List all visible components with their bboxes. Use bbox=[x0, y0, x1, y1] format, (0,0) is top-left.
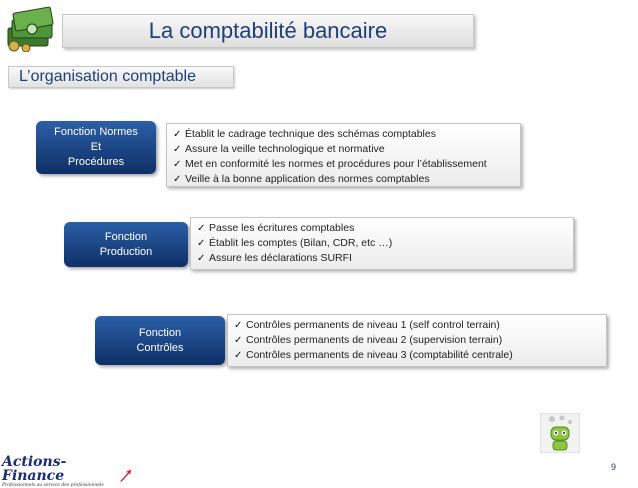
bullet-box-normes bbox=[166, 123, 521, 187]
bullet-box-controles bbox=[227, 314, 607, 367]
list-item: ✓ Met en conformité les normes et procédures pour l’établissement bbox=[173, 158, 487, 170]
slide-subtitle: L’organisation comptable bbox=[19, 68, 197, 85]
function-label-line: Contrôles bbox=[136, 341, 184, 354]
checkmark-icon: ✓ bbox=[197, 238, 206, 249]
function-label-line: Fonction bbox=[138, 326, 182, 339]
list-item: ✓ Contrôles permanents de niveau 1 (self control terrain) bbox=[234, 319, 500, 331]
list-item: ✓ Assure la veille technologique et normative bbox=[173, 143, 385, 155]
checkmark-icon: ✓ bbox=[173, 174, 182, 185]
list-item: ✓ Assure les déclarations SURFI bbox=[197, 252, 352, 264]
slide-title-bar bbox=[62, 14, 474, 48]
page-number: 9 bbox=[611, 462, 617, 472]
function-label-line: Et bbox=[90, 141, 102, 153]
function-label-line: Fonction Normes bbox=[54, 126, 138, 138]
checkmark-icon: ✓ bbox=[173, 144, 182, 155]
checkmark-icon: ✓ bbox=[173, 129, 182, 140]
actions-finance-logo bbox=[2, 454, 132, 488]
function-box-controles bbox=[95, 316, 225, 365]
list-item: ✓ Contrôles permanents de niveau 2 (supervision terrain) bbox=[234, 334, 503, 346]
list-item: ✓ Contrôles permanents de niveau 3 (comptabilité centrale) bbox=[234, 349, 513, 361]
function-label-line: Procédures bbox=[67, 156, 125, 168]
robot-mascot-icon bbox=[540, 413, 580, 453]
logo-name: Actions-Finance bbox=[2, 454, 67, 484]
slide-title: La comptabilité bancaire bbox=[148, 18, 388, 43]
list-item: ✓ Établit le cadrage technique des schémas comptables bbox=[173, 128, 436, 140]
list-item: ✓ Établit les comptes (Bilan, CDR, etc …) bbox=[197, 237, 393, 249]
list-item: ✓ Veille à la bonne application des normes comptables bbox=[173, 173, 430, 185]
checkmark-icon: ✓ bbox=[234, 335, 243, 346]
list-item: ✓ Passe les écritures comptables bbox=[197, 222, 355, 234]
money-stack-icon bbox=[4, 4, 56, 52]
function-label-line: Production bbox=[99, 245, 153, 258]
checkmark-icon: ✓ bbox=[173, 159, 182, 170]
checkmark-icon: ✓ bbox=[197, 253, 206, 264]
checkmark-icon: ✓ bbox=[234, 350, 243, 361]
function-box-normes bbox=[36, 121, 156, 174]
red-arrow-icon bbox=[119, 469, 132, 483]
checkmark-icon: ✓ bbox=[234, 320, 243, 331]
slide-subtitle-bar bbox=[8, 66, 234, 88]
function-label-line: Fonction bbox=[104, 230, 148, 243]
bullet-box-production bbox=[190, 217, 574, 270]
checkmark-icon: ✓ bbox=[197, 223, 206, 234]
logo-tagline: Professionnels au service des professionnels bbox=[2, 483, 104, 488]
function-box-production bbox=[64, 222, 188, 267]
